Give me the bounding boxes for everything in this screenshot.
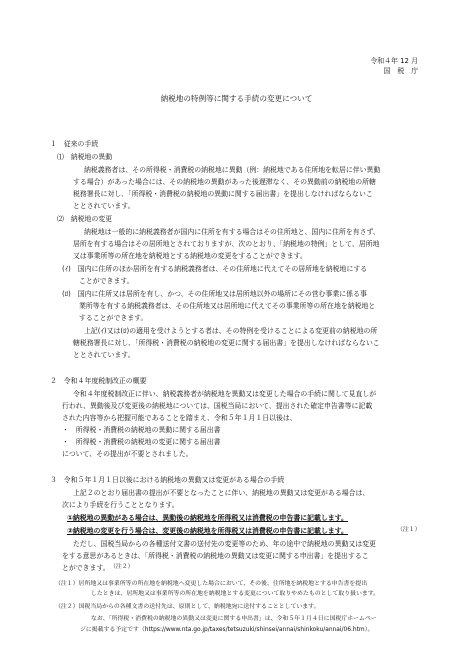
item-i-line: (ｲ) 国内に住所のほか居所を有する納税義務者は、その住所地に代えてその居所地を納税地にする — [62, 265, 368, 273]
note-2: （注２）国税当局からの各種文書の送付先は、原則として、納税地宛に送付することとしています。 — [55, 604, 320, 610]
paragraph-line: 居所を有する場合はその居所地とされておりますが、次のとおり、「納税地の特例」として、居所地 — [73, 240, 380, 248]
note-3-line: ジに掲載する予定です（https://www.nta.go.jp/taxes/tetsuzuki/shinsei/annai/shinkoku/annai/06.htm）。 — [80, 627, 374, 633]
paragraph-line: とができます。 — [62, 564, 110, 572]
section-1-heading: １ 従来の手続 — [50, 140, 99, 148]
paragraph-line: 次により手続を行うこととなります。 — [62, 501, 179, 509]
note-3-line: なお、「所得税・消費税の納税地の異動又は変更に関する申出書」は、令和５年１月４日に国税庁ホームペー — [91, 616, 377, 622]
subsection-1-1-heading: ⑴ 納税地の異動 — [57, 153, 113, 161]
emphasis-item-2: ②納税地の変更を行う場合は、変更後の納税地を所得税又は消費税の申告書に記載します。 — [67, 527, 348, 535]
paragraph-line: する場合）があった場合には、その納税地の異動があった後遅滞なく、その異動前の納税地の所轄 — [73, 178, 376, 186]
section-2-heading: ２ 令和４年度税制改正の概要 — [50, 377, 147, 385]
item-i-line: ことができます。 — [79, 277, 134, 285]
note-1-line: したときは、居所地又は事業所等の所在地を納税地とする変更について取りやめたものとして取り扱います。 — [91, 591, 380, 597]
item-ro-line: することができます。 — [79, 314, 148, 322]
paragraph-line: について、その提出が不要とされました。 — [62, 450, 193, 458]
document-date: 令和４年 12 月 — [370, 57, 418, 65]
bullet-item: ・ 所得税・消費税の納税地の変更に関する届出書 — [62, 438, 221, 446]
paragraph-line: 又は事業所等の所在地を納税地とする納税地の変更をすることができます。 — [73, 252, 307, 260]
paragraph-line: をする意思があるときは、「所得税・消費税の納税地の異動又は変更に関する申出書」を提出するこ — [62, 552, 369, 560]
note-ref: （注１） — [397, 527, 421, 533]
paragraph-line: 上記(ｲ)又は(ﾛ)の適用を受けようとする者は、その特例を受けることによる変更前の納税地の所 — [84, 327, 378, 335]
paragraph-line: 納税義務者は、その所得税・消費税の納税地に異動（例：納税地である住所地を転居に伴い異動 — [84, 166, 381, 174]
paragraph-line: ととされています。 — [73, 202, 135, 210]
emphasis-item-1: ①納税地の異動がある場合は、異動後の納税地を所得税又は消費税の申告書に記載します。 — [67, 514, 348, 522]
paragraph-line: 納税地は一般的に納税義務者が国内に住所を有する場合はその住所地と、国内に住所を有さず、 — [84, 228, 380, 236]
paragraph-line: 行われ、異動後及び変更後の納税地については、国税当局において、提出された確定申告書等に記載 — [62, 402, 373, 410]
paragraph-line: 轄税務署長に対し、「所得税・消費税の納税地の変更に関する届出書」を提出しなければならないこ — [73, 339, 380, 347]
item-ro-line: 業所等を有する納税義務者は、その住所地又は居所地に代えてその事業所等の所在地を納税地と — [79, 302, 376, 310]
paragraph-line: ただし、国税当局からの各種送付文書の送付先の変更等のため、年の途中で納税地の異動又は変更 — [73, 540, 376, 548]
paragraph-line: 令和４年度税制改正に伴い、納税義務者が納税地を異動又は変更した場合の手続に関して見直しが — [73, 390, 377, 398]
note-1-line: （注１）居所地又は事業所等の所在地を納税地へ変更した場合において、その後、住所地を納税地とする申告書を提出 — [55, 581, 368, 587]
document-title: 納税地の特例等に関する手続の変更について — [160, 94, 313, 103]
section-3-heading: ３ 令和５年１月１日以後における納税地の異動又は変更がある場合の手続 — [50, 476, 285, 484]
paragraph-line: された内容等から把握可能であることを踏まえ、令和５年１月１日以後は、 — [62, 414, 297, 422]
note-ref: （注２） — [110, 564, 134, 570]
issuing-agency: 国 税 庁 — [383, 67, 418, 75]
item-ro-line: (ﾛ) 国内に住所又は居所を有し、かつ、その住所地又は居所地以外の場所にその営む事業に係る事 — [62, 290, 367, 298]
paragraph-line: 上記２のとおり届出書の提出が不要となったことに伴い、納税地の異動又は変更がある場合は、 — [73, 489, 370, 497]
paragraph-line: ととされています。 — [73, 351, 135, 359]
bullet-item: ・ 所得税・消費税の納税地の異動に関する届出書 — [62, 426, 221, 434]
paragraph-line: 税務署長に対し、「所得税・消費税の納税地の異動に関する届出書」を提出しなければならないこ — [73, 190, 373, 198]
subsection-1-2-heading: ⑵ 納税地の変更 — [57, 215, 113, 223]
